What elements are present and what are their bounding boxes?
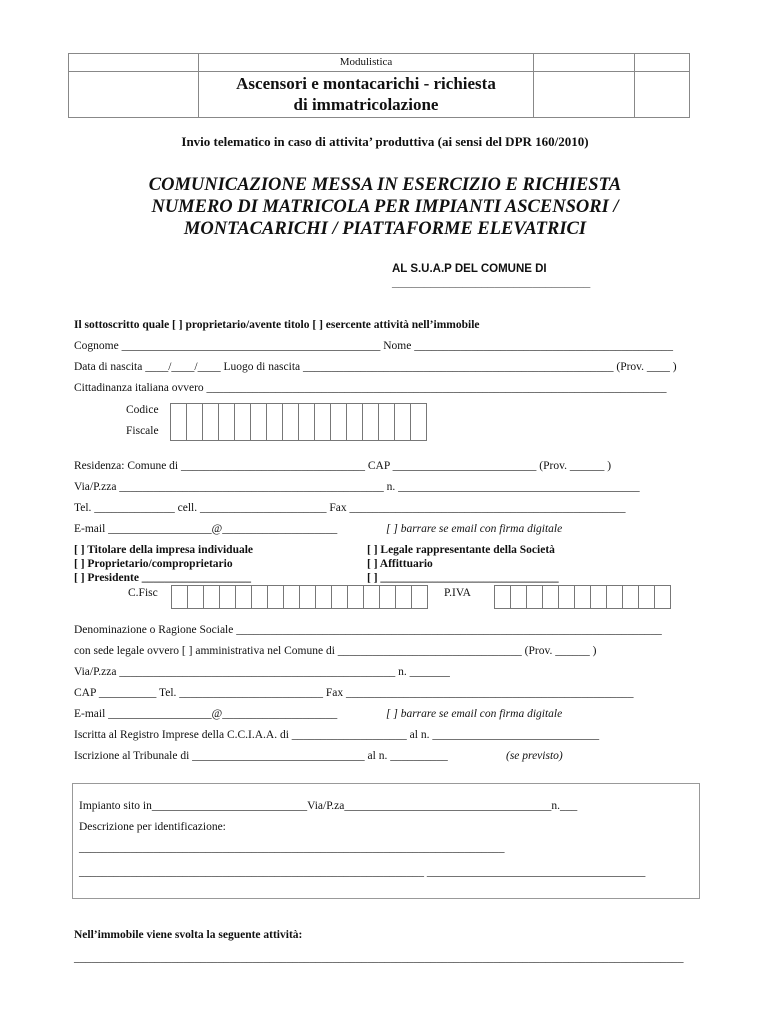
cfisc-label: C.Fisc xyxy=(128,587,158,599)
email-signature-checkbox[interactable]: [ ] barrare se email con firma digitale xyxy=(386,523,563,535)
role-presidente-checkbox[interactable]: [ ] Presidente ___________________ xyxy=(74,572,252,584)
activity-line[interactable]: __________________________________________________________________________________________________________ xyxy=(74,952,684,964)
tribunale-note: (se previsto) xyxy=(506,750,563,762)
role-legale-checkbox[interactable]: [ ] Legale rappresentante della Società xyxy=(367,544,555,556)
codice-label: Codice xyxy=(126,404,159,416)
header-title-line2: di immatricolazione xyxy=(293,95,439,114)
role-titolare-checkbox[interactable]: [ ] Titolare della impresa individuale xyxy=(74,544,254,556)
company-name-field[interactable]: Denominazione o Ragione Sociale __________________________________________________________________________ xyxy=(74,624,662,636)
email-field[interactable]: E-mail __________________@____________________ xyxy=(74,523,338,535)
role-proprietario-checkbox[interactable]: [ ] Proprietario/comproprietario xyxy=(74,558,233,570)
phone-field[interactable]: Tel. ______________ cell. ______________________ Fax ________________________________________________ xyxy=(74,502,626,514)
addressee-line[interactable]: _______________________________ xyxy=(392,277,591,289)
company-cap-tel-fax-field[interactable]: CAP __________ Tel. _________________________ Fax __________________________________________________ xyxy=(74,687,634,699)
table-divider xyxy=(634,54,635,117)
table-divider xyxy=(69,71,689,72)
header-category: Modulistica xyxy=(339,56,393,68)
impianto-location-field[interactable]: Impianto sito in___________________________Via/P.za____________________________________n.___ xyxy=(79,800,578,812)
header-title xyxy=(199,73,533,115)
main-title-line2: NUMERO DI MATRICOLA PER IMPIANTI ASCENSORI / xyxy=(151,197,619,217)
registro-imprese-field[interactable]: Iscritta al Registro Imprese della C.C.I.A.A. di ____________________ al n. _____________________________ xyxy=(74,729,600,741)
impianto-description-line1[interactable]: __________________________________________________________________________ xyxy=(79,842,505,854)
header-table xyxy=(68,53,690,118)
company-address-field[interactable]: Via/P.zza ________________________________________________ n. _______ xyxy=(74,666,450,678)
surname-name-field[interactable]: Cognome _____________________________________________ Nome _____________________________________________ xyxy=(74,340,673,352)
addressee-label: AL S.U.A.P DEL COMUNE DI xyxy=(392,263,547,275)
table-divider xyxy=(533,54,534,117)
main-title-line1: COMUNICAZIONE MESSA IN ESERCIZIO E RICHIESTA xyxy=(148,175,622,195)
role-other-checkbox[interactable]: [ ] _______________________________ xyxy=(367,572,559,584)
company-seat-field[interactable]: con sede legale ovvero [ ] amministrativa nel Comune di ________________________________ (Prov. ______ ) xyxy=(74,645,597,657)
main-title-line3: MONTACARICHI / PIATTAFORME ELEVATRICI xyxy=(183,219,587,239)
birth-field[interactable]: Data di nascita ____/____/____ Luogo di nascita ______________________________________________________ (Prov. ____ ) xyxy=(74,361,677,373)
subscriber-intro[interactable]: Il sottoscritto quale [ ] proprietario/avente titolo [ ] esercente attività nell’immobile xyxy=(74,319,480,331)
subtitle: Invio telematico in caso di attivita’ produttiva (ai sensi del DPR 160/2010) xyxy=(181,134,589,149)
impianto-description-line2[interactable]: ____________________________________________________________ ______________________________________ xyxy=(79,866,646,878)
activity-label: Nell’immobile viene svolta la seguente attività: xyxy=(74,929,303,941)
company-email-signature-checkbox[interactable]: [ ] barrare se email con firma digitale xyxy=(386,708,563,720)
role-affittuario-checkbox[interactable]: [ ] Affittuario xyxy=(367,558,433,570)
codice-fiscale-boxes[interactable] xyxy=(170,403,426,441)
residence-field[interactable]: Residenza: Comune di ________________________________ CAP _________________________ (Prov. ______ ) xyxy=(74,460,612,472)
citizenship-field[interactable]: Cittadinanza italiana ovvero ________________________________________________________________________________ xyxy=(74,382,667,394)
piva-boxes[interactable] xyxy=(494,585,670,609)
piva-label: P.IVA xyxy=(444,587,471,599)
impianto-description-label: Descrizione per identificazione: xyxy=(79,821,226,833)
header-title-line1: Ascensori e montacarichi - richiesta xyxy=(236,74,496,93)
address-field[interactable]: Via/P.zza ______________________________________________ n. __________________________________________ xyxy=(74,481,640,493)
cfisc-boxes[interactable] xyxy=(171,585,427,609)
company-email-field[interactable]: E-mail __________________@____________________ xyxy=(74,708,338,720)
fiscale-label: Fiscale xyxy=(126,425,159,437)
main-title xyxy=(0,174,770,240)
tribunale-field[interactable]: Iscrizione al Tribunale di ______________________________ al n. __________ xyxy=(74,750,448,762)
